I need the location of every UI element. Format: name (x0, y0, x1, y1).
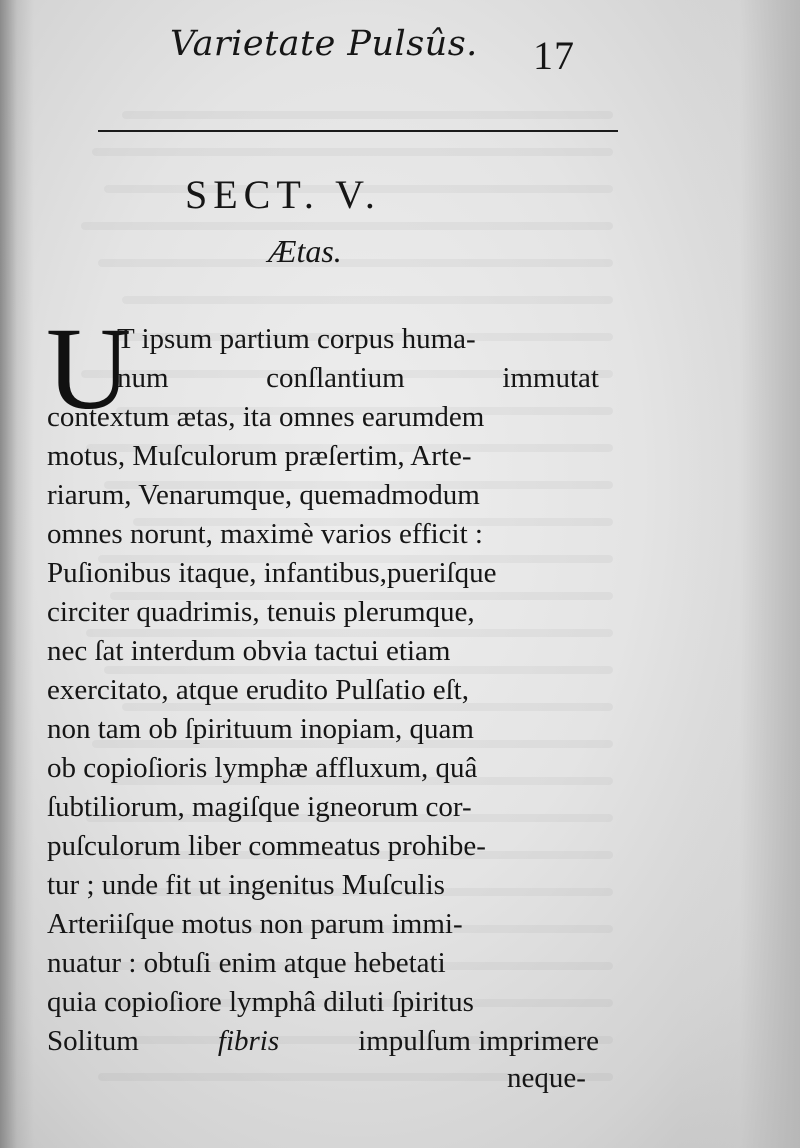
text-segment: impulſum imprimere (358, 1025, 599, 1057)
text-line (47, 907, 599, 941)
text-line (47, 868, 599, 902)
text-segment: nuatur : obtuſi enim atque hebetati (47, 947, 446, 979)
text-line (47, 751, 599, 785)
text-line (47, 478, 599, 512)
section-title: SECT. V. (185, 172, 381, 217)
text-segment: motus, Muſculorum præſertim, Arte- (47, 440, 472, 472)
text-line (47, 400, 599, 434)
drop-cap: U (46, 303, 132, 434)
text-segment: ob copioſioris lymphæ affluxum, quâ (47, 752, 478, 784)
text-segment: quia copioſiore lymphâ diluti ſpiritus (47, 986, 474, 1018)
text-segment: ſubtiliorum, magiſque igneorum cor- (47, 791, 472, 823)
text-segment: num (117, 362, 169, 394)
text-segment: tur ; unde fit ut ingenitus Muſculis (47, 869, 445, 901)
catchword: neque- (507, 1062, 586, 1094)
text-line (47, 517, 599, 551)
text-line (47, 556, 599, 590)
text-line (47, 946, 599, 980)
text-line (47, 439, 599, 473)
text-line (117, 361, 599, 395)
running-title: Varietate Pulsûs. (170, 24, 478, 64)
text-segment: non tam ob ſpirituum inopiam, quam (47, 713, 474, 745)
text-line (47, 1024, 599, 1058)
text-segment: puſculorum liber commeatus prohibe- (47, 830, 486, 862)
text-segment: T ipsum partium corpus huma- (117, 323, 476, 355)
text-line (47, 985, 599, 1019)
section-subtitle: Ætas. (268, 233, 342, 269)
text-line (47, 829, 599, 863)
text-segment: circiter quadrimis, tenuis plerumque, (47, 596, 475, 628)
text-segment: Solitum (47, 1025, 139, 1057)
text-segment: omnes norunt, maximè varios efficit : (47, 518, 483, 550)
text-segment: Puſionibus itaque, infantibus,pueriſque (47, 557, 497, 589)
text-line (47, 790, 599, 824)
text-segment: exercitato, atque erudito Pulſatio eſt, (47, 674, 469, 706)
header-rule (98, 130, 618, 132)
text-line (47, 673, 599, 707)
text-segment: immutat (502, 362, 599, 394)
text-line (47, 634, 599, 668)
binding-shadow (0, 0, 34, 1148)
text-line (117, 322, 599, 356)
text-line (47, 712, 599, 746)
text-segment: nec ſat interdum obvia tactui etiam (47, 635, 451, 667)
text-segment: conſlantium (266, 362, 405, 394)
italic-word: fibris (217, 1025, 280, 1057)
right-edge-shadow (680, 0, 800, 1148)
text-segment: riarum, Venarumque, quemadmodum (47, 479, 480, 511)
text-segment: contextum ætas, ita omnes earumdem (47, 401, 485, 433)
page-number: 17 (533, 33, 575, 78)
text-segment: Arteriiſque motus non parum immi- (47, 908, 463, 940)
text-line (47, 595, 599, 629)
